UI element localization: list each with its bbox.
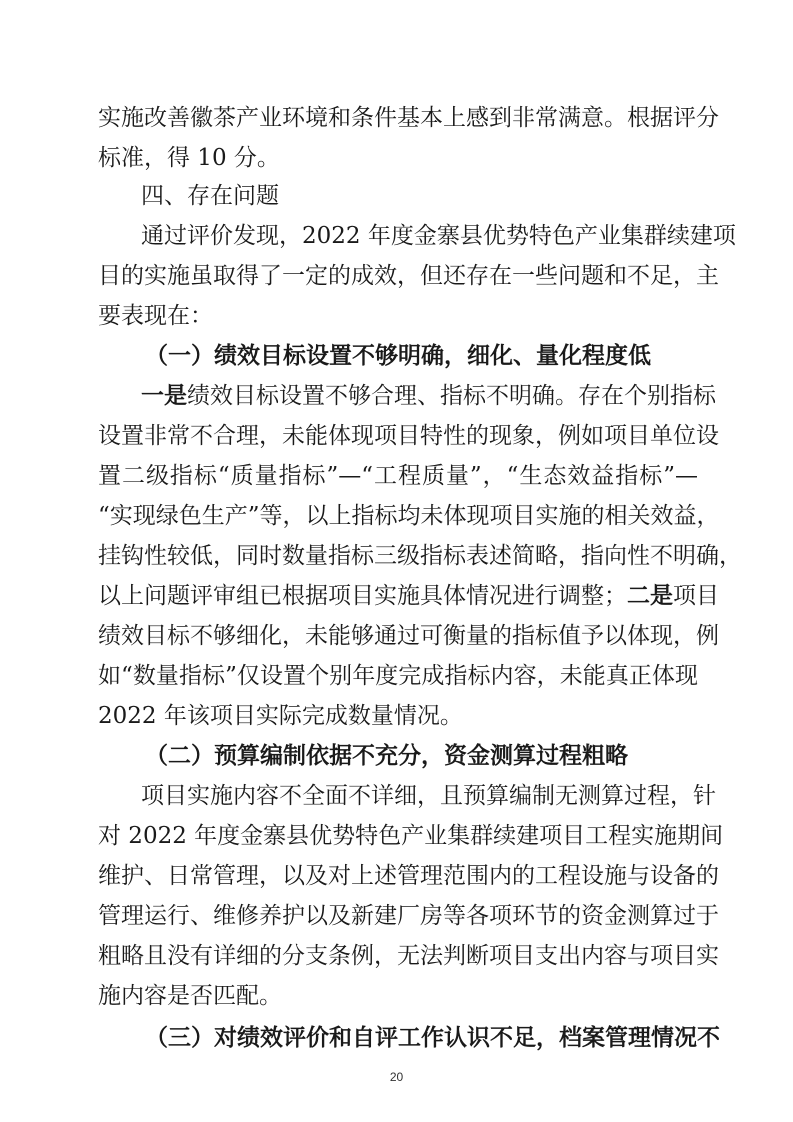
paragraph-line: 施内容是否匹配。	[98, 983, 282, 1009]
paragraph-line: “实现绿色生产”等，以上指标均未体现项目实施的相关效益，	[98, 503, 720, 529]
line-text: 项目	[673, 583, 719, 609]
paragraph-line: 实施改善徽茶产业环境和条件基本上感到非常满意。根据评分	[98, 105, 719, 131]
paragraph-line: 挂钩性较低，同时数量指标三级指标表述简略，指向性不明确，	[98, 543, 742, 569]
subsection-heading: （一）绩效目标设置不够明确，细化、量化程度低	[145, 342, 651, 369]
paragraph-line: 管理运行、维修养护以及新建厂房等各项环节的资金测算过于	[98, 903, 719, 929]
paragraph-line: 设置非常不合理，未能体现项目特性的现象，例如项目单位设	[98, 423, 719, 449]
paragraph-line: 通过评价发现，2022 年度金寨县优势特色产业集群续建项	[141, 223, 736, 249]
paragraph-line: 要表现在：	[98, 303, 213, 329]
paragraph-line: 对 2022 年度金寨县优势特色产业集群续建项目工程实施期间	[98, 823, 724, 849]
paragraph-line: 目的实施虽取得了一定的成效，但还存在一些问题和不足，主	[98, 263, 719, 289]
section-heading: 四、存在问题	[141, 183, 279, 209]
line-text: 以上问题评审组已根据项目实施具体情况进行调整；	[98, 583, 627, 609]
lead-word: 一是	[141, 382, 187, 409]
paragraph-line: 如“数量指标”仅设置个别年度完成指标内容，未能真正体现	[98, 663, 698, 689]
paragraph-line: 项目实施内容不全面不详细，且预算编制无测算过程，针	[141, 783, 716, 809]
paragraph-line	[141, 376, 716, 416]
line-text: 绩效目标设置不够合理、指标不明确。存在个别指标	[187, 383, 716, 409]
paragraph-line: 2022 年该项目实际完成数量情况。	[98, 703, 463, 729]
paragraph-line: 维护、日常管理，以及对上述管理范围内的工程设施与设备的	[98, 863, 719, 889]
paragraph-line: 粗略且没有详细的分支条例，无法判断项目支出内容与项目实	[98, 943, 719, 969]
paragraph-line: 标准，得 10 分。	[98, 145, 280, 171]
paragraph-line	[98, 576, 719, 616]
subsection-heading: （三）对绩效评价和自评工作认识不足，档案管理情况不	[145, 1024, 720, 1051]
subsection-heading: （二）预算编制依据不充分，资金测算过程粗略	[145, 742, 628, 769]
paragraph-line: 置二级指标“质量指标”—“工程质量”，“生态效益指标”—	[98, 463, 698, 489]
lead-word: 二是	[627, 582, 673, 609]
page-number: 20	[389, 1070, 404, 1084]
paragraph-line: 绩效目标不够细化，未能够通过可衡量的指标值予以体现，例	[98, 623, 719, 649]
